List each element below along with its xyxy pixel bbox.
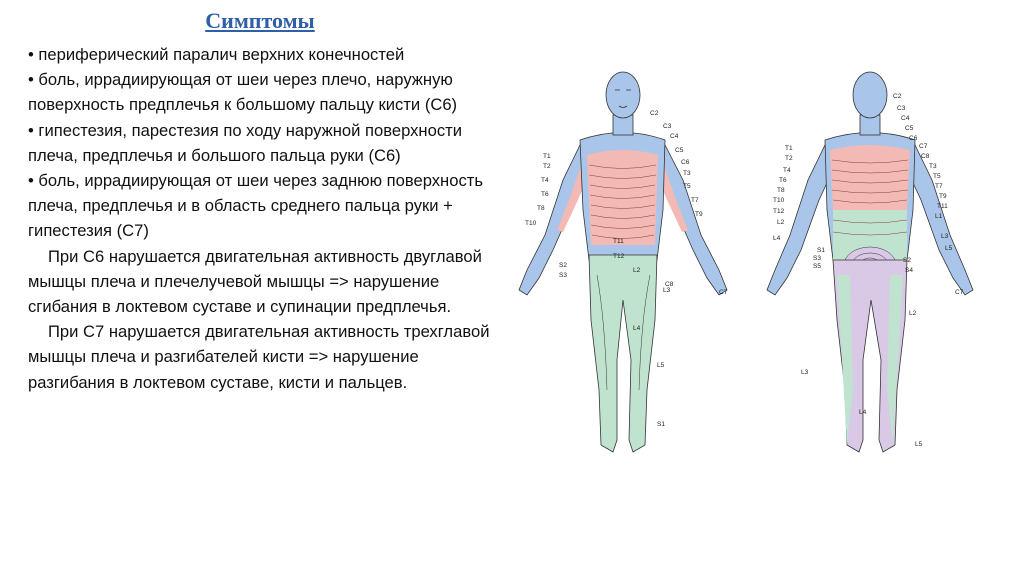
- svg-text:C4: C4: [670, 133, 679, 140]
- svg-text:C2: C2: [893, 93, 902, 100]
- svg-text:C8: C8: [665, 281, 674, 288]
- svg-text:L2: L2: [777, 219, 785, 226]
- svg-text:C7: C7: [955, 289, 964, 296]
- svg-text:T8: T8: [777, 187, 785, 194]
- svg-text:C4: C4: [901, 115, 910, 122]
- svg-text:T9: T9: [695, 211, 703, 218]
- svg-text:S1: S1: [817, 247, 825, 254]
- svg-text:C8: C8: [921, 153, 930, 160]
- svg-text:L1: L1: [935, 213, 943, 220]
- slide-title: Симптомы: [205, 8, 315, 33]
- svg-text:L3: L3: [663, 287, 671, 294]
- svg-text:C2: C2: [650, 110, 659, 117]
- svg-text:L5: L5: [915, 441, 923, 448]
- paragraph-c7-motor: При С7 нарушается двигательная активность трехглавой мышцы плеча и разгибателей кисти => нарушение разгибания в локтевом суставе, кисти и пальцев.: [28, 322, 490, 392]
- dermatome-illustration: [505, 60, 1005, 470]
- svg-text:C5: C5: [905, 125, 914, 132]
- svg-text:L5: L5: [945, 245, 953, 252]
- back-body: [767, 72, 973, 452]
- svg-text:T11: T11: [613, 238, 624, 245]
- svg-text:T6: T6: [779, 177, 787, 184]
- svg-text:L4: L4: [773, 235, 781, 242]
- svg-text:T11: T11: [937, 203, 948, 210]
- paragraph-c6-pain: • боль, иррадиирующая от шеи через плечо, наружную поверхность предплечья к большому пальцу кисти (С6): [28, 70, 458, 115]
- svg-text:C3: C3: [897, 105, 906, 112]
- svg-text:T12: T12: [613, 253, 625, 260]
- paragraph-c6-hypesthesia: • гипестезия, парестезия по ходу наружной поверхности плеча, предплечья и большого пальца руки (С6): [28, 120, 462, 165]
- svg-text:L3: L3: [801, 369, 809, 376]
- paragraph-c6-motor: При С6 нарушается двигательная активность двуглавой мышцы плеча и плечелучевой мышцы => нарушение сгибания в локтевом суставе и супинации предплечья.: [28, 246, 482, 317]
- svg-text:C7: C7: [719, 289, 728, 296]
- svg-text:T8: T8: [537, 205, 545, 212]
- svg-text:T4: T4: [541, 177, 549, 184]
- svg-text:S3: S3: [559, 272, 567, 279]
- svg-text:T2: T2: [543, 163, 551, 170]
- svg-text:C6: C6: [681, 159, 690, 166]
- svg-text:L3: L3: [941, 233, 949, 240]
- svg-text:L2: L2: [909, 310, 917, 317]
- svg-text:T7: T7: [691, 197, 699, 204]
- svg-text:T3: T3: [929, 163, 937, 170]
- svg-text:L4: L4: [859, 409, 867, 416]
- svg-text:T7: T7: [935, 183, 943, 190]
- svg-text:T4: T4: [783, 167, 791, 174]
- paragraph-paralysis: • периферический паралич верхних конечностей: [28, 45, 405, 64]
- svg-text:T5: T5: [933, 173, 941, 180]
- svg-text:T1: T1: [543, 153, 551, 160]
- symptom-text: [28, 42, 498, 395]
- dermatome-figure: [505, 60, 1005, 470]
- svg-text:S4: S4: [905, 267, 913, 274]
- svg-text:T1: T1: [785, 145, 793, 152]
- svg-text:T6: T6: [541, 191, 549, 198]
- paragraph-c7-pain: • боль, иррадиирующая от шеи через заднюю поверхность плеча, предплечья и в область среднего пальца руки + гипестезия (С7): [28, 171, 483, 241]
- svg-text:L5: L5: [657, 362, 665, 369]
- svg-text:L2: L2: [633, 267, 641, 274]
- svg-text:S2: S2: [559, 262, 567, 269]
- svg-text:T3: T3: [683, 170, 691, 177]
- svg-text:S5: S5: [813, 263, 821, 270]
- svg-text:L4: L4: [633, 325, 641, 332]
- svg-text:T10: T10: [773, 197, 785, 204]
- svg-text:S2: S2: [903, 257, 911, 264]
- svg-text:T2: T2: [785, 155, 793, 162]
- svg-text:T10: T10: [525, 220, 537, 227]
- svg-text:T12: T12: [773, 208, 785, 215]
- svg-text:S1: S1: [657, 421, 665, 428]
- svg-text:S3: S3: [813, 255, 821, 262]
- svg-text:T5: T5: [683, 183, 691, 190]
- svg-text:C5: C5: [675, 147, 684, 154]
- svg-text:T9: T9: [939, 193, 947, 200]
- front-body: [519, 72, 728, 452]
- svg-text:C7: C7: [919, 143, 928, 150]
- svg-text:C6: C6: [909, 135, 918, 142]
- svg-text:C3: C3: [663, 123, 672, 130]
